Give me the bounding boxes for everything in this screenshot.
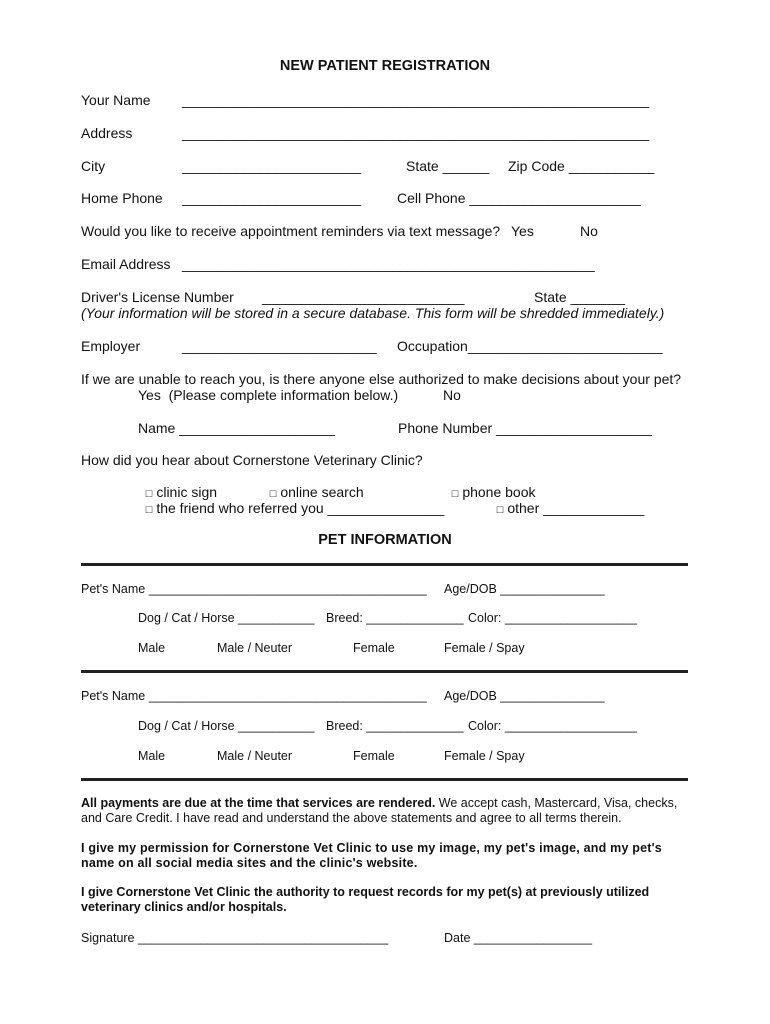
authorized-question: If we are unable to reach you, is there anyone else authorized to make decisions about your pet? <box>81 371 682 387</box>
home-phone-field[interactable]: _______________________ <box>182 190 362 206</box>
pet-information-heading: PET INFORMATION <box>318 532 452 548</box>
text-reminder-no[interactable]: No <box>580 223 598 239</box>
pet2-sex-male[interactable]: Male <box>138 749 166 763</box>
pet2-color-field[interactable]: Color: ___________________ <box>468 719 637 733</box>
payment-terms-rest: We accept cash, Mastercard, Visa, checks, and Care Credit. I have read and understand the above statements and agree to all terms therein. <box>81 796 678 825</box>
license-label: Driver's License Number <box>81 289 234 305</box>
your-name-label: Your Name <box>81 92 151 108</box>
license-field[interactable]: __________________________ <box>262 289 465 305</box>
text-reminder-yes[interactable]: Yes <box>511 223 534 239</box>
referral-option-other[interactable]: □ other _____________ <box>496 500 645 516</box>
license-state-field[interactable]: State _______ <box>534 289 626 305</box>
authorized-no[interactable]: No <box>443 387 461 403</box>
email-label: Email Address <box>81 256 171 272</box>
pet2-name-field[interactable]: Pet's Name ________________________________________ <box>81 689 427 703</box>
home-phone-label: Home Phone <box>81 190 163 206</box>
pet1-breed-field[interactable]: Breed: ______________ <box>326 611 464 625</box>
pet1-sex-male[interactable]: Male <box>138 641 166 655</box>
city-label: City <box>81 158 106 174</box>
signature-field[interactable]: Signature ____________________________________ <box>81 931 389 945</box>
pet2-sex-female[interactable]: Female <box>353 749 395 763</box>
pet1-species-field[interactable]: Dog / Cat / Horse ___________ <box>138 611 315 625</box>
pet1-sex-male-neuter[interactable]: Male / Neuter <box>217 641 293 655</box>
date-field[interactable]: Date _________________ <box>444 931 593 945</box>
pet2-sex-male-neuter[interactable]: Male / Neuter <box>217 749 293 763</box>
pet2-age-field[interactable]: Age/DOB _______________ <box>444 689 605 703</box>
section-divider <box>81 563 688 566</box>
address-field[interactable]: ____________________________________________________________ <box>182 125 650 141</box>
license-note: (Your information will be stored in a secure database. This form will be shredded immediately.) <box>81 305 665 321</box>
checkbox-icon[interactable]: □ <box>269 488 277 500</box>
authorized-yes[interactable]: Yes (Please complete information below.) <box>138 387 399 403</box>
pet1-name-field[interactable]: Pet's Name ________________________________________ <box>81 582 427 596</box>
referral-question: How did you hear about Cornerstone Veterinary Clinic? <box>81 452 423 468</box>
pet1-sex-female[interactable]: Female <box>353 641 395 655</box>
employer-field[interactable]: _________________________ <box>182 338 377 354</box>
referral-option-friend[interactable]: □ the friend who referred you _______________ <box>145 500 445 516</box>
cell-phone-field[interactable]: Cell Phone ______________________ <box>397 190 641 206</box>
checkbox-icon[interactable]: □ <box>145 504 153 516</box>
address-label: Address <box>81 125 133 141</box>
pet2-species-field[interactable]: Dog / Cat / Horse ___________ <box>138 719 315 733</box>
referral-option-phone-book[interactable]: □ phone book <box>451 484 536 500</box>
email-field[interactable]: _____________________________________________________ <box>182 256 595 272</box>
text-reminder-question: Would you like to receive appointment reminders via text message? <box>81 223 501 239</box>
payment-terms <box>81 796 701 826</box>
employer-label: Employer <box>81 338 141 354</box>
checkbox-icon[interactable]: □ <box>451 488 459 500</box>
pet1-sex-female-spay[interactable]: Female / Spay <box>444 641 525 655</box>
pet2-breed-field[interactable]: Breed: ______________ <box>326 719 464 733</box>
section-divider <box>81 670 688 673</box>
authorized-name-field[interactable]: Name ____________________ <box>138 420 335 436</box>
your-name-field[interactable]: ____________________________________________________________ <box>182 92 650 108</box>
checkbox-icon[interactable]: □ <box>145 488 153 500</box>
pet2-sex-female-spay[interactable]: Female / Spay <box>444 749 525 763</box>
section-divider <box>81 778 688 781</box>
pet1-age-field[interactable]: Age/DOB _______________ <box>444 582 605 596</box>
referral-option-online-search[interactable]: □ online search <box>269 484 364 500</box>
city-field[interactable]: _______________________ <box>182 158 362 174</box>
occupation-field[interactable]: Occupation_________________________ <box>397 338 663 354</box>
state-field[interactable]: State ______ <box>406 158 490 174</box>
zip-code-field[interactable]: Zip Code ___________ <box>508 158 655 174</box>
page-title: NEW PATIENT REGISTRATION <box>279 58 491 74</box>
pet1-color-field[interactable]: Color: ___________________ <box>468 611 637 625</box>
authorized-phone-field[interactable]: Phone Number ____________________ <box>398 420 652 436</box>
media-permission: I give my permission for Cornerstone Vet Clinic to use my image, my pet's image, and my pet's name on all social media sites and the clinic's website. <box>81 841 662 870</box>
records-authority: I give Cornerstone Vet Clinic the authority to request records for my pet(s) at previously utilized veterinary clinics and/or hospitals. <box>81 885 650 914</box>
payment-terms-bold: All payments are due at the time that services are rendered. <box>81 796 436 810</box>
referral-option-clinic-sign[interactable]: □ clinic sign <box>145 484 218 500</box>
checkbox-icon[interactable]: □ <box>496 504 504 516</box>
